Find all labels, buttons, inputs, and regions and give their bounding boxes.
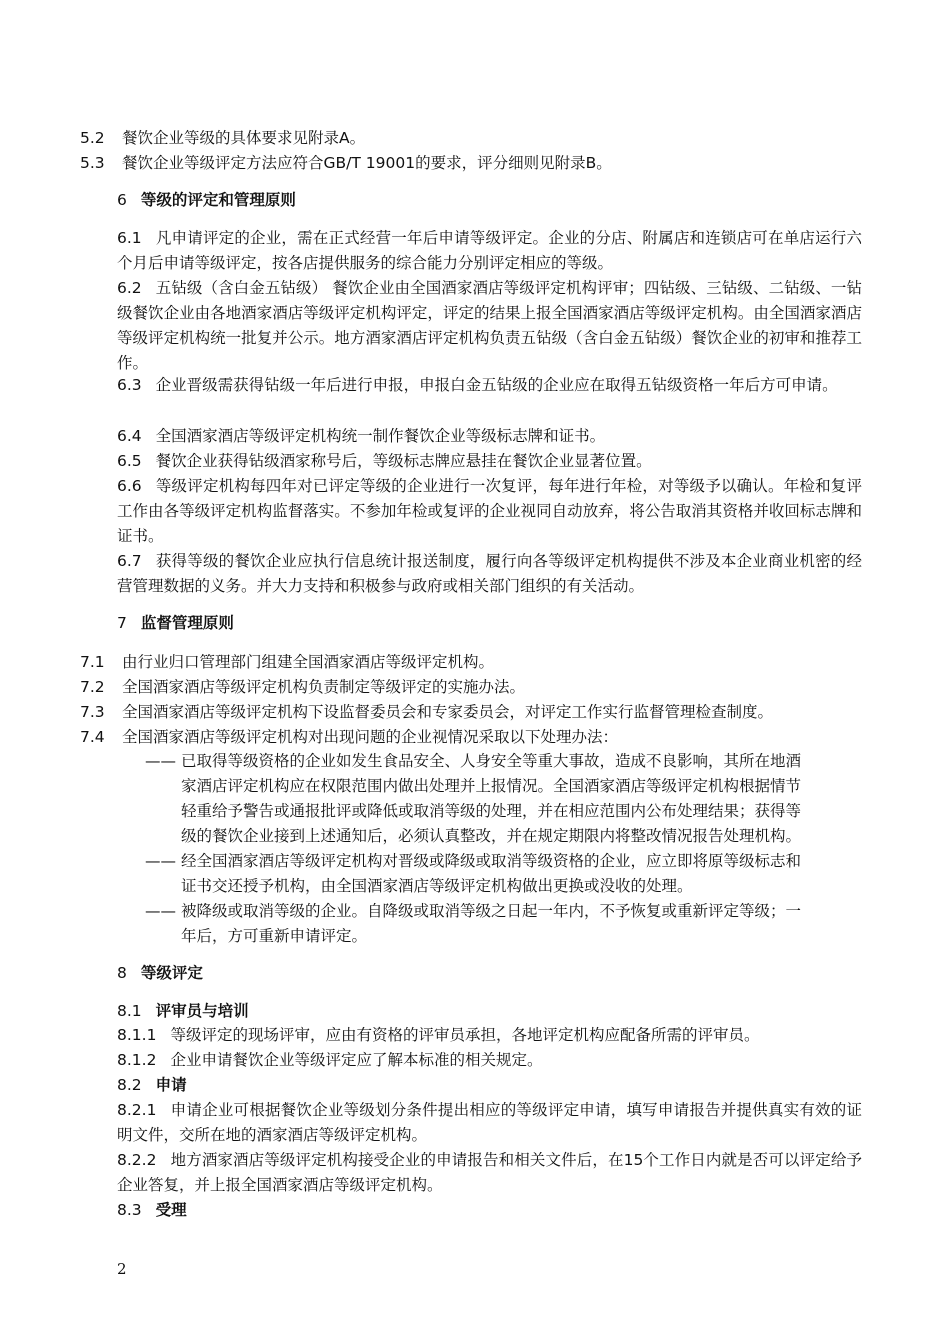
clause-number: 6.6 [117, 477, 142, 495]
subsection-number: 8.3 [117, 1201, 142, 1219]
clause-6-5 [117, 449, 862, 474]
clause-text: 全国酒家酒店等级评定机构下设监督委员会和专家委员会，对评定工作实行监督管理检查制度。 [122, 703, 774, 721]
clause-7-2 [80, 675, 862, 700]
clause-number: 6.4 [117, 427, 142, 445]
clause-number: 8.1.2 [117, 1051, 157, 1069]
dash-text-line: 年后，方可重新申请评定。 [181, 927, 368, 945]
clause-text: 由行业归口管理部门组建全国酒家酒店等级评定机构。 [122, 653, 495, 671]
clause-8-1-1 [117, 1023, 862, 1048]
clause-number: 8.2.1 [117, 1101, 157, 1119]
clause-8-1-2 [117, 1048, 862, 1073]
section-number: 8 [117, 964, 127, 982]
clause-6-6 [117, 474, 862, 549]
clause-7-1 [80, 650, 862, 675]
clause-text: 凡申请评定的企业，需在正式经营一年后申请等级评定。企业的分店、附属店和连锁店可在单店运行六个月后申请等级评定，按各店提供服务的综合能力分别评定相应的等级。 [117, 229, 862, 272]
clause-text: 全国酒家酒店等级评定机构负责制定等级评定的实施办法。 [122, 678, 526, 696]
dash-text-line: 轻重给予警告或通报批评或降低或取消等级的处理，并在相应范围内公布处理结果；获得等 [181, 802, 802, 820]
clause-number: 7.1 [80, 653, 105, 671]
clause-text: 等级评定机构每四年对已评定等级的企业进行一次复评，每年进行年检，对等级予以确认。年检和复评工作由各等级评定机构监督落实。不参加年检或复评的企业视同自动放弃，将公告取消其资格并收回标志牌和证书。 [117, 477, 862, 545]
subsection-heading-8-2 [117, 1073, 187, 1098]
clause-8-2-2 [117, 1148, 862, 1198]
clause-6-3 [117, 373, 862, 398]
dash-item-1 [145, 749, 862, 849]
page-number: 2 [117, 1260, 127, 1278]
clause-number: 6.3 [117, 376, 142, 394]
clause-number: 7.3 [80, 703, 105, 721]
subsection-title: 评审员与培训 [155, 1002, 249, 1020]
clause-number: 7.4 [80, 728, 105, 746]
subsection-number: 8.1 [117, 1002, 142, 1020]
dash-item-2 [145, 849, 862, 899]
dash-marker: —— [145, 902, 176, 920]
clause-number: 6.2 [117, 279, 142, 297]
subsection-title: 受理 [155, 1201, 187, 1219]
clause-text: 全国酒家酒店等级评定机构对出现问题的企业视情况采取以下处理办法： [122, 728, 619, 746]
subsection-title: 申请 [155, 1076, 187, 1094]
clause-number: 7.2 [80, 678, 105, 696]
dash-text-line: 级的餐饮企业接到上述通知后，必须认真整改，并在规定期限内将整改情况报告处理机构。 [181, 827, 802, 845]
section-title: 监督管理原则 [140, 614, 234, 632]
clause-text: 获得等级的餐饮企业应执行信息统计报送制度，履行向各等级评定机构提供不涉及本企业商业机密的经营管理数据的义务。并大力支持和积极参与政府或相关部门组织的有关活动。 [117, 552, 862, 595]
subsection-heading-8-1 [117, 999, 249, 1024]
section-heading-8 [117, 961, 203, 986]
clause-text: 餐饮企业等级评定方法应符合GB/T 19001的要求，评分细则见附录B。 [122, 154, 612, 172]
clause-number: 6.5 [117, 452, 142, 470]
clause-6-2 [117, 276, 862, 376]
clause-5-2 [80, 126, 862, 151]
dash-marker: —— [145, 852, 176, 870]
section-heading-7 [117, 611, 234, 636]
clause-text: 申请企业可根据餐饮企业等级划分条件提出相应的等级评定申请，填写申请报告并提供真实有效的证明文件，交所在地的酒家酒店等级评定机构。 [117, 1101, 862, 1144]
section-title: 等级的评定和管理原则 [140, 191, 296, 209]
clause-number: 6.7 [117, 552, 142, 570]
clause-text: 等级评定的现场评审，应由有资格的评审员承担，各地评定机构应配备所需的评审员。 [170, 1026, 760, 1044]
clause-number: 5.3 [80, 154, 105, 172]
clause-text: 地方酒家酒店等级评定机构接受企业的申请报告和相关文件后，在15个工作日内就是否可以评定给予企业答复，并上报全国酒家酒店等级评定机构。 [117, 1151, 862, 1194]
clause-text: 企业申请餐饮企业等级评定应了解本标准的相关规定。 [170, 1051, 543, 1069]
clause-number: 8.1.1 [117, 1026, 157, 1044]
clause-8-2-1 [117, 1098, 862, 1148]
clause-text: 企业晋级需获得钻级一年后进行申报，申报白金五钻级的企业应在取得五钻级资格一年后方可申请。 [155, 376, 838, 394]
subsection-number: 8.2 [117, 1076, 142, 1094]
section-number: 6 [117, 191, 127, 209]
dash-item-3 [145, 899, 862, 949]
clause-6-7 [117, 549, 862, 599]
subsection-heading-8-3 [117, 1198, 187, 1223]
clause-6-4 [117, 424, 862, 449]
clause-text: 五钻级（含白金五钻级） 餐饮企业由全国酒家酒店等级评定机构评审；四钻级、三钻级、二钻级、一钻级餐饮企业由各地酒家酒店等级评定机构评定，评定的结果上报全国酒家酒店等级评定机构。由全国酒家酒店等级评定机构统一批复并公示。地方酒家酒店评定机构负责五钻级（含白金五钻级）餐饮企业的初审和推荐工作。 [117, 279, 862, 372]
dash-marker: —— [145, 752, 176, 770]
clause-number: 5.2 [80, 129, 105, 147]
section-number: 7 [117, 614, 127, 632]
clause-number: 8.2.2 [117, 1151, 157, 1169]
dash-text-line: 被降级或取消等级的企业。自降级或取消等级之日起一年内，不予恢复或重新评定等级；一 [181, 902, 802, 920]
section-heading-6 [117, 188, 296, 213]
dash-text-line: 经全国酒家酒店等级评定机构对晋级或降级或取消等级资格的企业，应立即将原等级标志和 [181, 852, 802, 870]
clause-5-3 [80, 151, 862, 176]
clause-6-1 [117, 226, 862, 276]
section-title: 等级评定 [140, 964, 203, 982]
clause-text: 餐饮企业获得钻级酒家称号后，等级标志牌应悬挂在餐饮企业显著位置。 [155, 452, 652, 470]
clause-text: 餐饮企业等级的具体要求见附录A。 [122, 129, 366, 147]
clause-7-4 [80, 725, 862, 750]
clause-7-3 [80, 700, 862, 725]
dash-text-line: 证书交还授予机构，由全国酒家酒店等级评定机构做出更换或没收的处理。 [181, 877, 693, 895]
clause-text: 全国酒家酒店等级评定机构统一制作餐饮企业等级标志牌和证书。 [155, 427, 606, 445]
clause-number: 6.1 [117, 229, 142, 247]
dash-text-line: 家酒店评定机构应在权限范围内做出处理并上报情况。全国酒家酒店等级评定机构根据情节 [181, 777, 802, 795]
dash-text-line: 已取得等级资格的企业如发生食品安全、人身安全等重大事故，造成不良影响，其所在地酒 [181, 752, 802, 770]
